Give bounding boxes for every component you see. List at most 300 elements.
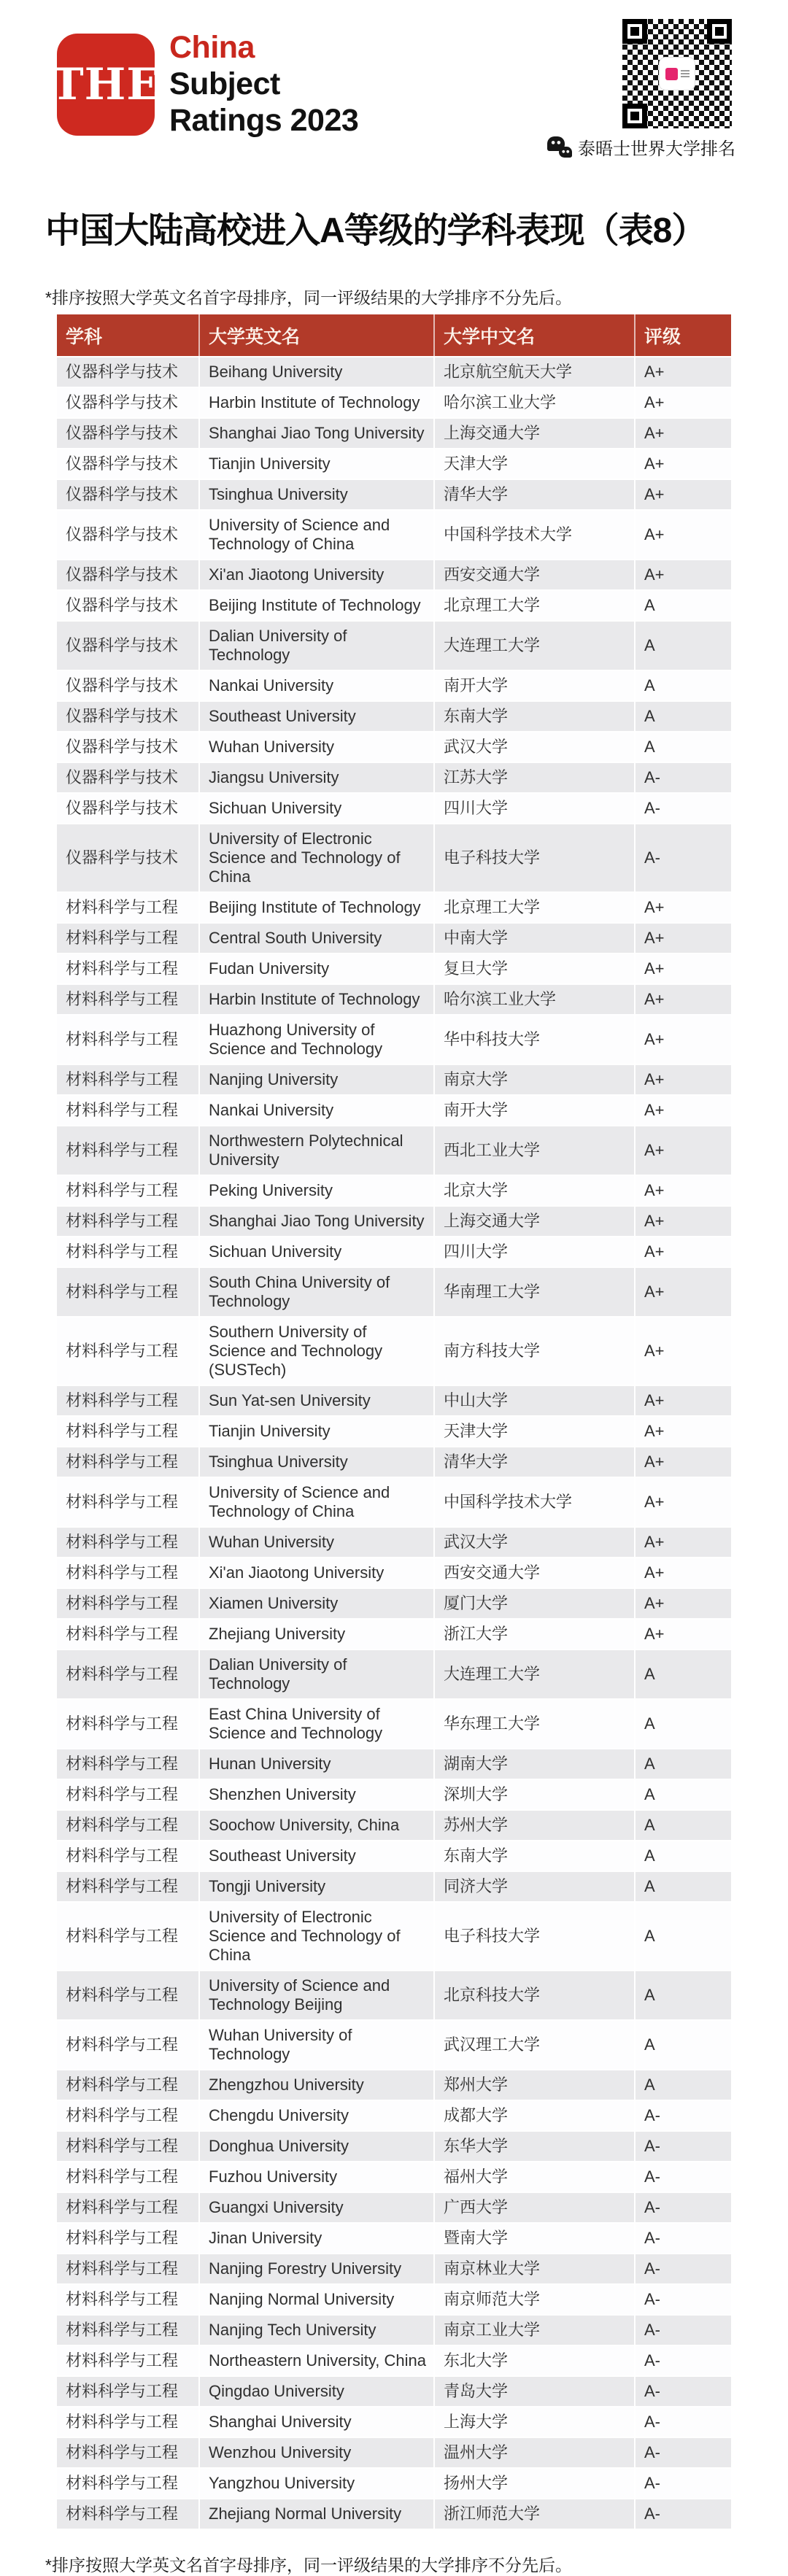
table-row <box>57 2162 731 2192</box>
university-en-cell: Zhejiang University <box>199 1619 434 1649</box>
brand-line-subject: Subject <box>169 66 280 101</box>
rating-cell: A+ <box>635 1095 731 1126</box>
table-row <box>57 2345 731 2376</box>
university-en-cell: University of Electronic Science and Technology of China <box>199 824 434 892</box>
subject-cell: 仪器科学与技术 <box>57 793 199 824</box>
university-en-cell: Tianjin University <box>199 449 434 479</box>
table-row <box>57 2315 731 2345</box>
university-en-cell: Tianjin University <box>199 1416 434 1447</box>
rating-cell: A+ <box>635 1317 731 1385</box>
table-row <box>57 418 731 449</box>
subject-cell: 材料科学与工程 <box>57 1527 199 1558</box>
brand-line-ratings: Ratings 2023 <box>169 103 359 138</box>
university-zh-cell: 复旦大学 <box>434 954 635 984</box>
table-row <box>57 1558 731 1588</box>
rating-cell: A+ <box>635 1588 731 1619</box>
table-row <box>57 510 731 560</box>
university-zh-cell: 深圳大学 <box>434 1779 635 1810</box>
subject-cell: 仪器科学与技术 <box>57 824 199 892</box>
rating-cell: A+ <box>635 1237 731 1267</box>
subject-cell: 材料科学与工程 <box>57 892 199 923</box>
university-en-cell: Nanjing Tech University <box>199 2315 434 2345</box>
rating-cell: A+ <box>635 923 731 954</box>
table-row <box>57 2020 731 2070</box>
subject-cell: 材料科学与工程 <box>57 1841 199 1871</box>
table-row <box>57 2499 731 2529</box>
table-row <box>57 1527 731 1558</box>
university-zh-cell: 天津大学 <box>434 449 635 479</box>
column-header-university-zh: 大学中文名 <box>434 314 635 357</box>
the-logo <box>50 34 161 136</box>
table-row <box>57 1779 731 1810</box>
subject-cell: 材料科学与工程 <box>57 1126 199 1175</box>
university-en-cell: University of Science and Technology of China <box>199 510 434 560</box>
university-zh-cell: 厦门大学 <box>434 1588 635 1619</box>
university-zh-cell: 哈尔滨工业大学 <box>434 984 635 1015</box>
university-en-cell: Wenzhou University <box>199 2437 434 2468</box>
table-header-row <box>57 314 731 357</box>
rating-cell: A+ <box>635 1385 731 1416</box>
subject-cell: 材料科学与工程 <box>57 2284 199 2315</box>
university-zh-cell: 同济大学 <box>434 1871 635 1902</box>
table-row <box>57 1095 731 1126</box>
university-zh-cell: 湖南大学 <box>434 1749 635 1779</box>
table-row <box>57 2131 731 2162</box>
university-zh-cell: 中国科学技术大学 <box>434 1477 635 1527</box>
university-zh-cell: 大连理工大学 <box>434 621 635 670</box>
table-row <box>57 1206 731 1237</box>
university-en-cell: Northwestern Polytechnical University <box>199 1126 434 1175</box>
the-mini-logo-icon <box>665 68 678 80</box>
rating-cell: A <box>635 2070 731 2100</box>
subject-cell: 材料科学与工程 <box>57 2070 199 2100</box>
university-zh-cell: 上海交通大学 <box>434 1206 635 1237</box>
university-en-cell: Shanghai University <box>199 2407 434 2437</box>
subject-cell: 材料科学与工程 <box>57 2131 199 2162</box>
table-row <box>57 1970 731 2020</box>
table-row <box>57 357 731 387</box>
university-en-cell: Tsinghua University <box>199 479 434 510</box>
university-en-cell: Nanjing Forestry University <box>199 2254 434 2284</box>
university-en-cell: Central South University <box>199 923 434 954</box>
table-row <box>57 1477 731 1527</box>
university-zh-cell: 北京航空航天大学 <box>434 357 635 387</box>
rating-cell: A+ <box>635 387 731 418</box>
subject-cell: 仪器科学与技术 <box>57 510 199 560</box>
university-en-cell: Tongji University <box>199 1871 434 1902</box>
university-en-cell: South China University of Technology <box>199 1267 434 1317</box>
subject-cell: 仪器科学与技术 <box>57 762 199 793</box>
rating-cell: A <box>635 1810 731 1841</box>
university-en-cell: Hunan University <box>199 1749 434 1779</box>
university-en-cell: Jiangsu University <box>199 762 434 793</box>
table-row <box>57 1015 731 1064</box>
university-zh-cell: 广西大学 <box>434 2192 635 2223</box>
rating-cell: A <box>635 701 731 732</box>
rating-cell: A+ <box>635 954 731 984</box>
subject-cell: 材料科学与工程 <box>57 1317 199 1385</box>
rating-cell: A- <box>635 2345 731 2376</box>
ratings-table <box>57 314 731 2530</box>
rating-cell: A- <box>635 824 731 892</box>
university-en-cell: Tsinghua University <box>199 1447 434 1477</box>
subject-cell: 仪器科学与技术 <box>57 560 199 590</box>
university-en-cell: Peking University <box>199 1175 434 1206</box>
subject-cell: 材料科学与工程 <box>57 1810 199 1841</box>
subject-cell: 材料科学与工程 <box>57 1015 199 1064</box>
table-row <box>57 2407 731 2437</box>
university-zh-cell: 东北大学 <box>434 2345 635 2376</box>
qr-caption-text: 泰晤士世界大学排名 <box>578 139 735 159</box>
table-row <box>57 387 731 418</box>
table-row <box>57 1749 731 1779</box>
university-zh-cell: 暨南大学 <box>434 2223 635 2254</box>
rating-cell: A <box>635 590 731 621</box>
rating-cell: A- <box>635 2315 731 2345</box>
brand-line-china: China <box>169 30 255 65</box>
rating-cell: A+ <box>635 1126 731 1175</box>
university-zh-cell: 南京师范大学 <box>434 2284 635 2315</box>
university-en-cell: Beijing Institute of Technology <box>199 892 434 923</box>
table-row <box>57 1841 731 1871</box>
rating-cell: A- <box>635 2437 731 2468</box>
university-zh-cell: 西安交通大学 <box>434 1558 635 1588</box>
university-zh-cell: 天津大学 <box>434 1416 635 1447</box>
subject-cell: 仪器科学与技术 <box>57 590 199 621</box>
university-en-cell: Harbin Institute of Technology <box>199 984 434 1015</box>
university-zh-cell: 福州大学 <box>434 2162 635 2192</box>
rating-cell: A- <box>635 2376 731 2407</box>
university-en-cell: Nankai University <box>199 670 434 701</box>
sort-note-top: *排序按照大学英文名首字母排序，同一评级结果的大学排序不分先后。 <box>45 288 572 307</box>
university-zh-cell: 青岛大学 <box>434 2376 635 2407</box>
university-zh-cell: 西北工业大学 <box>434 1126 635 1175</box>
subject-cell: 仪器科学与技术 <box>57 732 199 762</box>
university-zh-cell: 江苏大学 <box>434 762 635 793</box>
university-zh-cell: 南开大学 <box>434 670 635 701</box>
rating-cell: A+ <box>635 1267 731 1317</box>
rating-cell: A+ <box>635 510 731 560</box>
subject-cell: 材料科学与工程 <box>57 923 199 954</box>
rating-cell: A <box>635 1649 731 1699</box>
university-en-cell: Huazhong University of Science and Technology <box>199 1015 434 1064</box>
subject-cell: 材料科学与工程 <box>57 1558 199 1588</box>
university-zh-cell: 电子科技大学 <box>434 1902 635 1970</box>
university-zh-cell: 苏州大学 <box>434 1810 635 1841</box>
university-en-cell: Wuhan University <box>199 1527 434 1558</box>
university-en-cell: Chengdu University <box>199 2100 434 2131</box>
rating-cell: A+ <box>635 357 731 387</box>
header <box>0 0 788 163</box>
university-zh-cell: 温州大学 <box>434 2437 635 2468</box>
column-header-subject: 学科 <box>57 314 199 357</box>
subject-cell: 仪器科学与技术 <box>57 670 199 701</box>
university-en-cell: Zhengzhou University <box>199 2070 434 2100</box>
university-en-cell: University of Electronic Science and Technology of China <box>199 1902 434 1970</box>
the-logo-text: THE <box>50 59 161 110</box>
university-en-cell: Shanghai Jiao Tong University <box>199 418 434 449</box>
rating-cell: A- <box>635 2407 731 2437</box>
rating-cell: A+ <box>635 418 731 449</box>
table-row <box>57 1810 731 1841</box>
rating-cell: A <box>635 2020 731 2070</box>
rating-cell: A+ <box>635 1558 731 1588</box>
university-en-cell: Northeastern University, China <box>199 2345 434 2376</box>
rating-cell: A <box>635 1749 731 1779</box>
university-zh-cell: 哈尔滨工业大学 <box>434 387 635 418</box>
table-body <box>57 357 731 2529</box>
subject-cell: 材料科学与工程 <box>57 1699 199 1749</box>
rating-cell: A- <box>635 2284 731 2315</box>
rating-cell: A- <box>635 2223 731 2254</box>
table-row <box>57 1267 731 1317</box>
table-row <box>57 1237 731 1267</box>
university-zh-cell: 北京科技大学 <box>434 1970 635 2020</box>
table-row <box>57 2437 731 2468</box>
page-title: 中国大陆高校进入A等级的学科表现（表8） <box>45 212 706 250</box>
table-row <box>57 1447 731 1477</box>
column-header-university-en: 大学英文名 <box>199 314 434 357</box>
university-en-cell: Nankai University <box>199 1095 434 1126</box>
rating-cell: A+ <box>635 449 731 479</box>
table-row <box>57 621 731 670</box>
subject-cell: 仪器科学与技术 <box>57 387 199 418</box>
university-zh-cell: 华中科技大学 <box>434 1015 635 1064</box>
qr-caption-row <box>578 134 735 160</box>
table-row <box>57 560 731 590</box>
university-zh-cell: 中南大学 <box>434 923 635 954</box>
subject-cell: 材料科学与工程 <box>57 1970 199 2020</box>
university-zh-cell: 东南大学 <box>434 1841 635 1871</box>
university-zh-cell: 南开大学 <box>434 1095 635 1126</box>
university-en-cell: Jinan University <box>199 2223 434 2254</box>
qr-center-text-lines <box>681 70 690 77</box>
university-en-cell: Shanghai Jiao Tong University <box>199 1206 434 1237</box>
university-en-cell: University of Science and Technology Beijing <box>199 1970 434 2020</box>
university-zh-cell: 大连理工大学 <box>434 1649 635 1699</box>
subject-cell: 材料科学与工程 <box>57 1237 199 1267</box>
subject-cell: 材料科学与工程 <box>57 2315 199 2345</box>
university-zh-cell: 浙江师范大学 <box>434 2499 635 2529</box>
table-row <box>57 701 731 732</box>
university-en-cell: Southern University of Science and Technology (SUSTech) <box>199 1317 434 1385</box>
university-zh-cell: 南京大学 <box>434 1064 635 1095</box>
column-header-rating: 评级 <box>635 314 731 357</box>
subject-cell: 材料科学与工程 <box>57 1871 199 1902</box>
rating-cell: A- <box>635 2192 731 2223</box>
subject-cell: 材料科学与工程 <box>57 984 199 1015</box>
university-zh-cell: 武汉理工大学 <box>434 2020 635 2070</box>
qr-finder-top-right <box>707 19 732 44</box>
qr-center-logo <box>659 57 695 90</box>
rating-cell: A <box>635 1902 731 1970</box>
table-row <box>57 2284 731 2315</box>
university-zh-cell: 华南理工大学 <box>434 1267 635 1317</box>
rating-cell: A+ <box>635 1477 731 1527</box>
table-row <box>57 984 731 1015</box>
university-en-cell: Beihang University <box>199 357 434 387</box>
rating-cell: A+ <box>635 1015 731 1064</box>
subject-cell: 材料科学与工程 <box>57 1095 199 1126</box>
rating-cell: A <box>635 732 731 762</box>
subject-cell: 仪器科学与技术 <box>57 449 199 479</box>
subject-cell: 材料科学与工程 <box>57 2468 199 2499</box>
rating-cell: A- <box>635 2100 731 2131</box>
rating-cell: A <box>635 621 731 670</box>
rating-cell: A <box>635 1970 731 2020</box>
table-row <box>57 1416 731 1447</box>
subject-cell: 材料科学与工程 <box>57 2192 199 2223</box>
table-row <box>57 2376 731 2407</box>
subject-cell: 材料科学与工程 <box>57 1779 199 1810</box>
table-row <box>57 1902 731 1970</box>
university-zh-cell: 清华大学 <box>434 1447 635 1477</box>
university-zh-cell: 武汉大学 <box>434 732 635 762</box>
table-row <box>57 1064 731 1095</box>
university-en-cell: Southeast University <box>199 701 434 732</box>
subject-cell: 材料科学与工程 <box>57 2162 199 2192</box>
rating-cell: A <box>635 1871 731 1902</box>
rating-cell: A- <box>635 2162 731 2192</box>
qr-block <box>578 19 735 160</box>
subject-cell: 材料科学与工程 <box>57 2020 199 2070</box>
subject-cell: 材料科学与工程 <box>57 1206 199 1237</box>
university-en-cell: Nanjing University <box>199 1064 434 1095</box>
university-en-cell: Nanjing Normal University <box>199 2284 434 2315</box>
subject-cell: 材料科学与工程 <box>57 1267 199 1317</box>
rating-cell: A+ <box>635 479 731 510</box>
table-row <box>57 1317 731 1385</box>
university-zh-cell: 武汉大学 <box>434 1527 635 1558</box>
subject-cell: 材料科学与工程 <box>57 1477 199 1527</box>
university-zh-cell: 四川大学 <box>434 1237 635 1267</box>
subject-cell: 材料科学与工程 <box>57 1749 199 1779</box>
table-row <box>57 1871 731 1902</box>
table-row <box>57 479 731 510</box>
table-row <box>57 732 731 762</box>
university-en-cell: Wuhan University of Technology <box>199 2020 434 2070</box>
rating-cell: A <box>635 1779 731 1810</box>
subject-cell: 材料科学与工程 <box>57 1064 199 1095</box>
table-row <box>57 449 731 479</box>
university-en-cell: Zhejiang Normal University <box>199 2499 434 2529</box>
rating-cell: A+ <box>635 1064 731 1095</box>
table-row <box>57 2100 731 2131</box>
university-zh-cell: 东华大学 <box>434 2131 635 2162</box>
subject-cell: 仪器科学与技术 <box>57 701 199 732</box>
university-zh-cell: 北京理工大学 <box>434 892 635 923</box>
university-zh-cell: 东南大学 <box>434 701 635 732</box>
university-en-cell: Xi'an Jiaotong University <box>199 560 434 590</box>
table-row <box>57 590 731 621</box>
rating-cell: A <box>635 1841 731 1871</box>
subject-cell: 仪器科学与技术 <box>57 357 199 387</box>
table-row <box>57 2223 731 2254</box>
university-en-cell: Xi'an Jiaotong University <box>199 1558 434 1588</box>
university-zh-cell: 北京大学 <box>434 1175 635 1206</box>
subject-cell: 材料科学与工程 <box>57 954 199 984</box>
wechat-icon <box>547 136 573 158</box>
university-en-cell: Dalian University of Technology <box>199 1649 434 1699</box>
university-en-cell: East China University of Science and Technology <box>199 1699 434 1749</box>
table-row <box>57 2254 731 2284</box>
university-zh-cell: 南京林业大学 <box>434 2254 635 2284</box>
university-zh-cell: 北京理工大学 <box>434 590 635 621</box>
rating-cell: A- <box>635 2254 731 2284</box>
qr-code <box>622 19 732 128</box>
subject-cell: 材料科学与工程 <box>57 1619 199 1649</box>
table-row <box>57 1175 731 1206</box>
subject-cell: 材料科学与工程 <box>57 2254 199 2284</box>
university-en-cell: Southeast University <box>199 1841 434 1871</box>
university-en-cell: Fudan University <box>199 954 434 984</box>
table-row <box>57 2468 731 2499</box>
subject-cell: 仪器科学与技术 <box>57 621 199 670</box>
university-zh-cell: 成都大学 <box>434 2100 635 2131</box>
rating-cell: A+ <box>635 1175 731 1206</box>
university-en-cell: Sun Yat-sen University <box>199 1385 434 1416</box>
subject-cell: 材料科学与工程 <box>57 1588 199 1619</box>
rating-cell: A+ <box>635 1527 731 1558</box>
rating-cell: A- <box>635 2499 731 2529</box>
table-row <box>57 923 731 954</box>
table-row <box>57 2070 731 2100</box>
university-zh-cell: 浙江大学 <box>434 1619 635 1649</box>
university-en-cell: Donghua University <box>199 2131 434 2162</box>
university-en-cell: University of Science and Technology of China <box>199 1477 434 1527</box>
subject-cell: 材料科学与工程 <box>57 2407 199 2437</box>
table-row <box>57 1385 731 1416</box>
rating-cell: A+ <box>635 1206 731 1237</box>
rating-cell: A+ <box>635 1447 731 1477</box>
university-zh-cell: 中国科学技术大学 <box>434 510 635 560</box>
university-zh-cell: 西安交通大学 <box>434 560 635 590</box>
university-zh-cell: 电子科技大学 <box>434 824 635 892</box>
university-zh-cell: 南方科技大学 <box>434 1317 635 1385</box>
table-row <box>57 1588 731 1619</box>
table-row <box>57 1649 731 1699</box>
university-zh-cell: 郑州大学 <box>434 2070 635 2100</box>
brand-text <box>169 29 358 139</box>
table-row <box>57 1126 731 1175</box>
subject-cell: 材料科学与工程 <box>57 1416 199 1447</box>
university-zh-cell: 清华大学 <box>434 479 635 510</box>
university-en-cell: Xiamen University <box>199 1588 434 1619</box>
university-zh-cell: 华东理工大学 <box>434 1699 635 1749</box>
university-en-cell: Sichuan University <box>199 793 434 824</box>
sort-note-bottom: *排序按照大学英文名首字母排序，同一评级结果的大学排序不分先后。 <box>45 2556 572 2575</box>
table-row <box>57 824 731 892</box>
rating-cell: A- <box>635 2468 731 2499</box>
subject-cell: 材料科学与工程 <box>57 2345 199 2376</box>
university-zh-cell: 上海交通大学 <box>434 418 635 449</box>
table-row <box>57 1619 731 1649</box>
table-row <box>57 2192 731 2223</box>
qr-finder-top-left <box>622 19 647 44</box>
table-row <box>57 1699 731 1749</box>
table-row <box>57 793 731 824</box>
qr-finder-bottom-left <box>622 104 647 128</box>
university-en-cell: Sichuan University <box>199 1237 434 1267</box>
subject-cell: 材料科学与工程 <box>57 2376 199 2407</box>
university-en-cell: Dalian University of Technology <box>199 621 434 670</box>
table-row <box>57 762 731 793</box>
university-zh-cell: 扬州大学 <box>434 2468 635 2499</box>
university-en-cell: Fuzhou University <box>199 2162 434 2192</box>
subject-cell: 材料科学与工程 <box>57 1385 199 1416</box>
rating-cell: A <box>635 670 731 701</box>
rating-cell: A+ <box>635 892 731 923</box>
